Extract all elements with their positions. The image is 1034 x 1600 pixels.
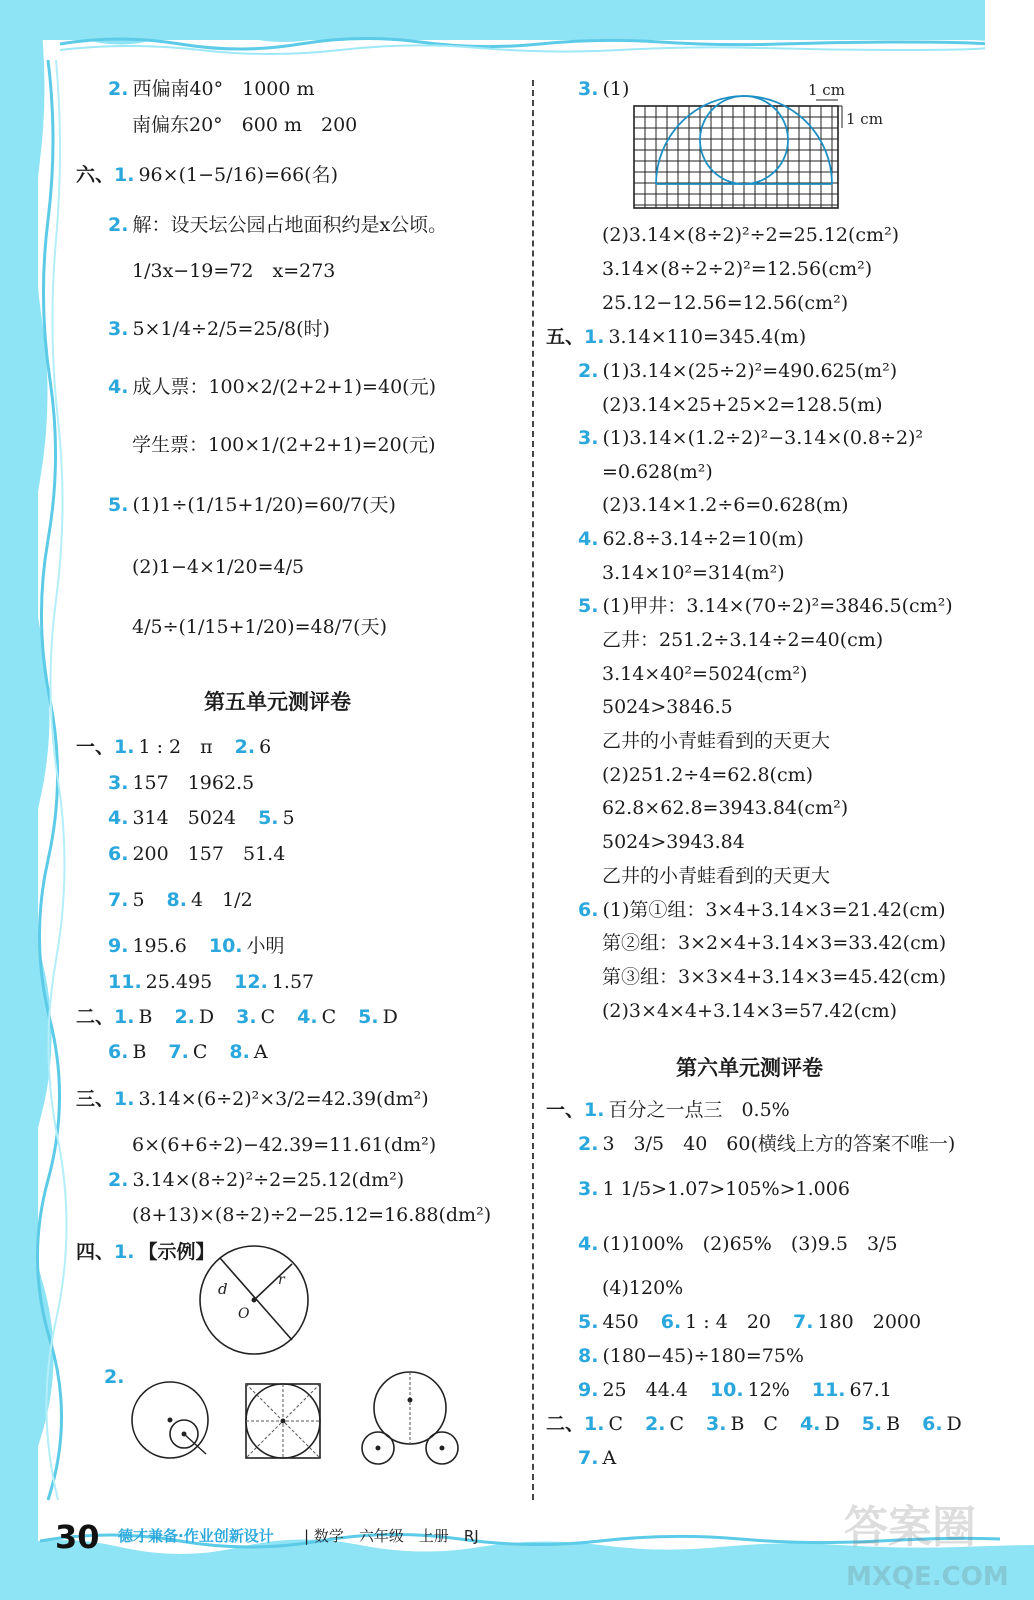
answer-line: (4)120% — [602, 1277, 684, 1299]
answer-line: 62.8×62.8=3943.84(cm²) — [602, 797, 849, 819]
answer-line: 五、1. 3.14×110=345.4(m) — [546, 326, 807, 348]
scale-label-vertical: 1 cm — [846, 110, 883, 128]
center-label: O — [238, 1306, 250, 1322]
answer-line: 一、1. 百分之一点三 0.5% — [546, 1099, 790, 1121]
radius-label: r — [278, 1272, 285, 1288]
answer-line: 9. 195.6 10. 小明 — [108, 935, 285, 957]
grid-semicircle-figure — [628, 80, 883, 212]
answer-line: 3. 5×1/4÷2/5=25/8(时) — [108, 318, 330, 340]
scale-label-horizontal: 1 cm — [808, 81, 845, 99]
answer-line: 六、1. 96×(1−5/16)=66(名) — [76, 164, 338, 186]
left-frame-decoration — [0, 0, 80, 1600]
answer-line: 学生票：100×1/(2+2+1)=20(元) — [132, 434, 436, 456]
answer-line: (2)3.14×25+25×2=128.5(m) — [602, 394, 883, 416]
answer-line: 4. 314 5024 5. 5 — [108, 807, 295, 829]
answer-line: 四、1. 【示例】 — [76, 1241, 215, 1263]
answer-line: 6. 200 157 51.4 — [108, 843, 286, 865]
answer-line: 3.14×10²=314(m²) — [602, 562, 785, 584]
answer-line: 5. 450 6. 1 : 4 20 7. 180 2000 — [578, 1311, 922, 1333]
answer-line: 3. (1) — [578, 78, 630, 100]
answer-line: 三、1. 3.14×(6÷2)²×3/2=42.39(dm²) — [76, 1088, 429, 1110]
answer-line: 6. B 7. C 8. A — [108, 1041, 268, 1063]
answer-line: (2)3.14×1.2÷6=0.628(m) — [602, 494, 849, 516]
answer-line: 第③组：3×3×4+3.14×3=45.42(cm) — [602, 966, 947, 988]
watermark-logo — [836, 1490, 1016, 1595]
answer-line: 11. 25.495 12. 1.57 — [108, 971, 315, 993]
answer-line: 2. 3.14×(8÷2)²÷2=25.12(dm²) — [108, 1169, 405, 1191]
answer-line: 3. (1)3.14×(1.2÷2)²−3.14×(0.8÷2)² — [578, 427, 924, 449]
answer-line: 二、1. B 2. D 3. C 4. C 5. D — [76, 1006, 398, 1028]
answer-line: 3. 1 1/5>1.07>105%>1.006 — [578, 1178, 850, 1200]
answer-line: (8+13)×(8÷2)÷2−25.12=16.88(dm²) — [132, 1204, 492, 1226]
answer-line: 5024>3846.5 — [602, 696, 733, 718]
three-circles-figure — [356, 1368, 466, 1468]
answer-line: 5. (1)甲井：3.14×(70÷2)²=3846.5(cm²) — [578, 595, 953, 617]
answer-line: 2. (1)3.14×(25÷2)²=490.625(m²) — [578, 360, 898, 382]
answer-line: 2. 西偏南40° 1000 m — [108, 78, 315, 100]
answer-line: 二、1. C 2. C 3. B C 4. D 5. B 6. D — [546, 1413, 962, 1435]
answer-line: 3. 157 1962.5 — [108, 772, 255, 794]
answer-line: 2. — [104, 1366, 125, 1388]
answer-line: 4. (1)100% (2)65% (3)9.5 3/5 — [578, 1233, 898, 1255]
answer-line: (2)1−4×1/20=4/5 — [132, 556, 305, 578]
square-circle-figure — [242, 1380, 324, 1462]
answer-line: 4. 成人票：100×2/(2+2+1)=40(元) — [108, 376, 436, 398]
answer-line: 乙井：251.2÷3.14÷2=40(cm) — [602, 629, 884, 651]
answer-line: (2)3×4×4+3.14×3=57.42(cm) — [602, 1000, 898, 1022]
answer-line: =0.628(m²) — [602, 461, 713, 483]
answer-line: 3.14×(8÷2÷2)²=12.56(cm²) — [602, 258, 873, 280]
answer-line: 8. (180−45)÷180=75% — [578, 1345, 804, 1367]
answer-line: 6. (1)第①组：3×4+3.14×3=21.42(cm) — [578, 899, 946, 921]
top-frame-decoration — [0, 0, 1034, 70]
answer-line: 4. 62.8÷3.14÷2=10(m) — [578, 528, 804, 550]
column-divider — [532, 80, 534, 1500]
answer-line: 5. (1)1÷(1/15+1/20)=60/7(天) — [108, 494, 396, 516]
footer-info: | 数学 六年级 上册 RJ — [304, 1527, 479, 1545]
answer-line: 25.12−12.56=12.56(cm²) — [602, 292, 849, 314]
answer-line: 2. 3 3/5 40 60(横线上方的答案不唯一) — [578, 1133, 956, 1155]
answer-line: 7. 5 8. 4 1/2 — [108, 889, 253, 911]
footer-brand: 德才兼备·作业创新设计 — [118, 1527, 274, 1545]
answer-line: 2. 解：设天坛公园占地面积约是x公顷。 — [108, 214, 448, 236]
watermark-url: MXQE.COM — [846, 1562, 1009, 1592]
section-title-unit6: 第六单元测评卷 — [676, 1056, 823, 1080]
answer-line: 9. 25 44.4 10. 12% 11. 67.1 — [578, 1379, 892, 1401]
answer-line: 南偏东20° 600 m 200 — [132, 114, 358, 136]
answer-line: 6×(6+6÷2)−42.39=11.61(dm²) — [132, 1134, 437, 1156]
answer-line: 乙井的小青蛙看到的天更大 — [602, 865, 831, 887]
answer-line: 7. A — [578, 1447, 617, 1469]
answer-line: 1/3x−19=72 x=273 — [132, 260, 336, 282]
circle-example-figure — [196, 1244, 312, 1356]
answer-line: (2)3.14×(8÷2)²÷2=25.12(cm²) — [602, 224, 900, 246]
answer-line: 一、1. 1 : 2 π 2. 6 — [76, 736, 272, 758]
answer-line: 4/5÷(1/15+1/20)=48/7(天) — [132, 616, 387, 638]
answer-line: 5024>3943.84 — [602, 831, 745, 853]
tangent-circles-figure — [130, 1378, 212, 1462]
section-title-unit5: 第五单元测评卷 — [204, 690, 351, 714]
answer-line: 乙井的小青蛙看到的天更大 — [602, 730, 831, 752]
page-number: 30 — [55, 1518, 100, 1556]
answer-line: (2)251.2÷4=62.8(cm) — [602, 764, 814, 786]
watermark-text: 答案圈 — [844, 1502, 976, 1553]
diameter-label: d — [218, 1280, 228, 1298]
answer-line: 第②组：3×2×4+3.14×3=33.42(cm) — [602, 932, 947, 954]
answer-line: 3.14×40²=5024(cm²) — [602, 663, 808, 685]
